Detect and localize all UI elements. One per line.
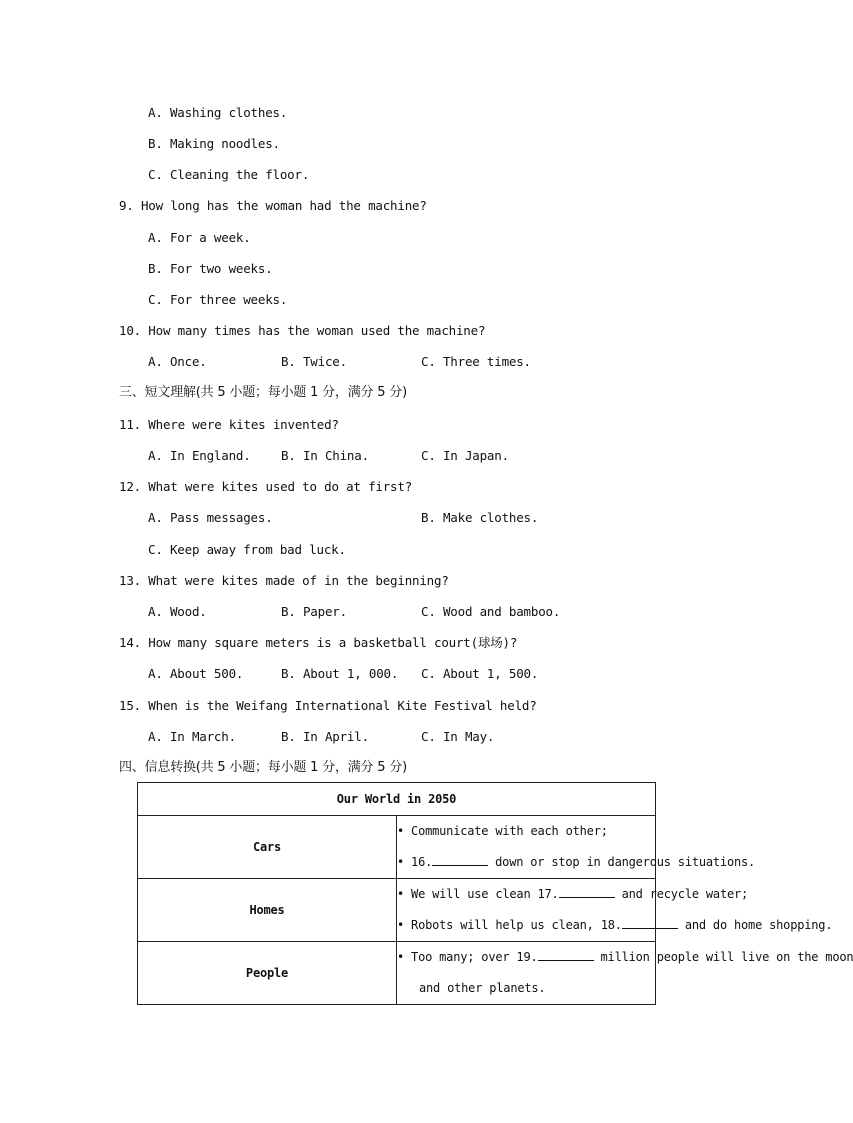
answer-blank-16[interactable] <box>432 854 488 866</box>
table-row <box>138 816 656 879</box>
q14-question: 14. How many square meters is a basketball court(球场)? <box>119 635 518 650</box>
q10-option-b: B. Twice. <box>281 354 347 369</box>
q10-option-a: A. Once. <box>148 354 207 369</box>
q12-option-c: C. Keep away from bad luck. <box>148 542 346 557</box>
bullet-line <box>397 847 756 878</box>
bullet-line <box>397 910 833 941</box>
section-3-heading: 三、短文理解(共 5 小题；每小题 1 分，满分 5 分) <box>119 385 407 400</box>
bullet-text: • Too many; over 19. <box>397 950 538 964</box>
row-label-people: People <box>138 942 397 1005</box>
q15-question: 15. When is the Weifang International Kite Festival held? <box>119 698 537 713</box>
q11-option-c: C. In Japan. <box>421 448 509 463</box>
section-4-heading: 四、信息转换(共 5 小题；每小题 1 分，满分 5 分) <box>119 760 407 775</box>
q14-option-a: A. About 500. <box>148 666 244 681</box>
q8-option-a: A. Washing clothes. <box>148 105 288 120</box>
q13-question: 13. What were kites made of in the beginning? <box>119 573 449 588</box>
bullet-line: and other planets. <box>419 981 546 995</box>
q12-option-b: B. Make clothes. <box>421 510 539 525</box>
q12-option-a: A. Pass messages. <box>148 510 273 525</box>
info-table <box>137 782 853 1005</box>
bullet-text: and recycle water; <box>614 887 749 901</box>
q10-question: 10. How many times has the woman used the machine? <box>119 323 486 338</box>
bullet-text: • Robots will help us clean, 18. <box>397 918 622 932</box>
table-row <box>138 942 656 1005</box>
q8-option-b: B. Making noodles. <box>148 136 280 151</box>
q9-option-c: C. For three weeks. <box>148 292 288 307</box>
q12-question: 12. What were kites used to do at first? <box>119 479 413 494</box>
q15-option-c: C. In May. <box>421 729 495 744</box>
bullet-line <box>397 879 749 910</box>
q11-option-b: B. In China. <box>281 448 369 463</box>
row-body-homes <box>397 879 833 942</box>
row-body-people <box>397 942 853 1005</box>
row-label-cars: Cars <box>138 816 397 879</box>
row-label-homes: Homes <box>138 879 397 942</box>
q15-option-a: A. In March. <box>148 729 236 744</box>
q11-option-a: A. In England. <box>148 448 251 463</box>
bullet-text: and do home shopping. <box>677 918 833 932</box>
bullet-text: down or stop in dangerous situations. <box>488 855 756 869</box>
q9-question: 9. How long has the woman had the machine? <box>119 198 427 213</box>
q9-option-b: B. For two weeks. <box>148 261 273 276</box>
bullet-line <box>397 942 853 973</box>
answer-blank-19[interactable] <box>538 949 594 961</box>
row-body-cars <box>397 816 756 879</box>
q11-question: 11. Where were kites invented? <box>119 417 339 432</box>
table-row <box>138 879 656 942</box>
bullet-text: million people will live on the moon <box>593 950 853 964</box>
q15-option-b: B. In April. <box>281 729 369 744</box>
q13-option-b: B. Paper. <box>281 604 347 619</box>
q13-option-c: C. Wood and bamboo. <box>421 604 561 619</box>
q8-option-c: C. Cleaning the floor. <box>148 167 310 182</box>
bullet-line: • Communicate with each other; <box>397 824 608 838</box>
q14-option-c: C. About 1, 500. <box>421 666 539 681</box>
bullet-text: • We will use clean 17. <box>397 887 559 901</box>
bullet-text: • 16. <box>397 855 433 869</box>
answer-blank-18[interactable] <box>622 917 678 929</box>
q14-option-b: B. About 1, 000. <box>281 666 399 681</box>
q9-option-a: A. For a week. <box>148 230 251 245</box>
table-title: Our World in 2050 <box>138 783 656 816</box>
q13-option-a: A. Wood. <box>148 604 207 619</box>
answer-blank-17[interactable] <box>559 886 615 898</box>
q10-option-c: C. Three times. <box>421 354 531 369</box>
